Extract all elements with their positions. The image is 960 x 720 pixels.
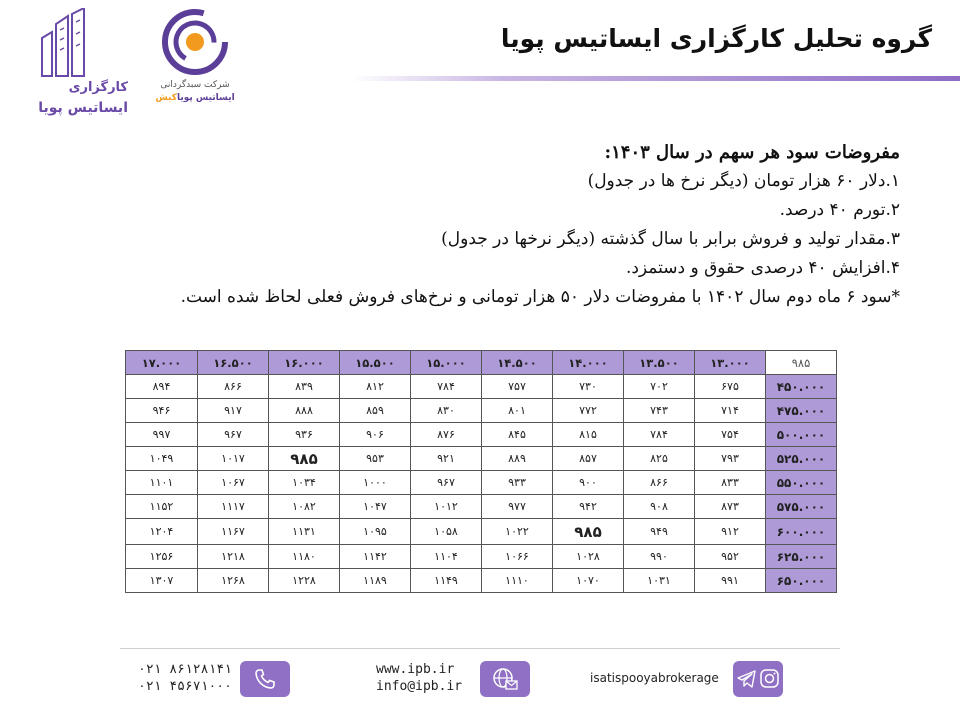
table-cell: ۱۰۴۷ [340, 495, 411, 519]
table-cell: ۱۱۱۷ [198, 495, 269, 519]
website-link[interactable]: www.ipb.ir [376, 662, 455, 677]
brokerage-logo-line2: ایساتیس پویا [38, 100, 128, 116]
table-cell: ۷۵۷ [482, 375, 553, 399]
phone-number[interactable]: ۰۲۱ ۸۶۱۲۸۱۴۱ [138, 662, 232, 677]
table-cell: ۷۰۲ [624, 375, 695, 399]
table-cell: ۱۰۱۷ [198, 447, 269, 471]
assumption-item: ۲.تورم ۴۰ درصد. [779, 200, 900, 220]
table-row [126, 495, 837, 519]
table-cell: ۸۶۶ [624, 471, 695, 495]
table-cell: ۱۰۲۸ [553, 545, 624, 569]
table-cell: ۱۱۸۹ [340, 569, 411, 593]
table-cell: ۱۱۶۷ [198, 519, 269, 545]
column-header: ۱۴.۰۰۰ [553, 351, 624, 375]
row-header: ۶۲۵.۰۰۰ [766, 545, 837, 569]
table-cell: ۸۸۸ [269, 399, 340, 423]
table-cell: ۷۳۰ [553, 375, 624, 399]
row-header: ۵۷۵.۰۰۰ [766, 495, 837, 519]
table-cell: ۱۲۲۸ [269, 569, 340, 593]
table-cell: ۸۰۱ [482, 399, 553, 423]
table-cell: ۹۲۱ [411, 447, 482, 471]
table-cell: ۸۵۷ [553, 447, 624, 471]
row-header: ۴۷۵.۰۰۰ [766, 399, 837, 423]
table-cell: ۱۱۴۹ [411, 569, 482, 593]
table-row [126, 423, 837, 447]
table-cell: ۱۱۳۱ [269, 519, 340, 545]
row-header: ۵۲۵.۰۰۰ [766, 447, 837, 471]
social-icons [733, 661, 783, 697]
investment-logo [152, 8, 238, 112]
table-corner-cell: ۹۸۵ [766, 351, 837, 375]
table-cell: ۹۶۷ [198, 423, 269, 447]
globe-mail-icon [480, 661, 530, 697]
table-cell: ۷۹۳ [695, 447, 766, 471]
table-cell: ۱۰۶۷ [198, 471, 269, 495]
table-cell: ۷۵۴ [695, 423, 766, 447]
table-cell: ۸۶۶ [198, 375, 269, 399]
table-cell: ۸۱۵ [553, 423, 624, 447]
table-cell: ۱۲۵۶ [126, 545, 198, 569]
column-header: ۱۵.۵۰۰ [340, 351, 411, 375]
table-cell: ۹۴۲ [553, 495, 624, 519]
phone-number[interactable]: ۰۲۱ ۴۵۶۷۱۰۰۰ [138, 679, 232, 694]
table-cell: ۸۲۵ [624, 447, 695, 471]
table-cell: ۹۸۵ [269, 447, 340, 471]
table-cell: ۱۰۳۱ [624, 569, 695, 593]
table-cell: ۱۱۸۰ [269, 545, 340, 569]
table-cell: ۸۵۹ [340, 399, 411, 423]
row-header: ۶۵۰.۰۰۰ [766, 569, 837, 593]
table-cell: ۱۰۸۲ [269, 495, 340, 519]
column-header: ۱۶.۵۰۰ [198, 351, 269, 375]
row-header: ۵۰۰.۰۰۰ [766, 423, 837, 447]
table-cell: ۱۰۹۵ [340, 519, 411, 545]
table-cell: ۹۴۶ [126, 399, 198, 423]
table-cell: ۸۷۶ [411, 423, 482, 447]
table-cell: ۱۰۷۰ [553, 569, 624, 593]
social-handle[interactable]: isatispooyabrokerage [590, 671, 719, 685]
column-header: ۱۵.۰۰۰ [411, 351, 482, 375]
table-cell: ۹۵۲ [695, 545, 766, 569]
row-header: ۴۵۰.۰۰۰ [766, 375, 837, 399]
table-row [126, 447, 837, 471]
brokerage-logo [18, 8, 128, 120]
assumptions-heading: مفروضات سود هر سهم در سال ۱۴۰۳: [604, 142, 900, 163]
table-cell: ۱۱۰۴ [411, 545, 482, 569]
investment-logo-line1: شرکت سبدگردانی [160, 80, 230, 90]
instagram-icon [761, 670, 778, 687]
table-cell: ۹۷۷ [482, 495, 553, 519]
building-logo-icon [38, 8, 98, 78]
header-divider [350, 76, 960, 81]
table-cell: ۱۲۰۴ [126, 519, 198, 545]
phone-numbers [138, 661, 232, 695]
investment-logo-accent: کیش [155, 93, 177, 103]
table-cell: ۸۸۹ [482, 447, 553, 471]
column-header: ۱۶.۰۰۰ [269, 351, 340, 375]
table-cell: ۱۱۵۲ [126, 495, 198, 519]
page-title: گروه تحلیل کارگزاری ایساتیس پویا [500, 24, 932, 53]
phone-icon [240, 661, 290, 697]
table-row [126, 375, 837, 399]
table-cell: ۱۱۴۲ [340, 545, 411, 569]
table-cell: ۹۸۵ [553, 519, 624, 545]
assumptions-block [120, 138, 900, 312]
table-cell: ۸۱۲ [340, 375, 411, 399]
table-header-row [126, 351, 837, 375]
table-cell: ۹۴۹ [624, 519, 695, 545]
table-cell: ۸۳۰ [411, 399, 482, 423]
table-cell: ۷۸۴ [624, 423, 695, 447]
table-cell: ۱۰۶۶ [482, 545, 553, 569]
table-cell: ۹۹۰ [624, 545, 695, 569]
table-cell: ۹۵۳ [340, 447, 411, 471]
table-cell: ۹۳۳ [482, 471, 553, 495]
table-cell: ۸۳۳ [695, 471, 766, 495]
table-cell: ۹۳۶ [269, 423, 340, 447]
table-row [126, 519, 837, 545]
table-row [126, 471, 837, 495]
telegram-icon [738, 671, 755, 687]
table-cell: ۹۹۷ [126, 423, 198, 447]
investment-logo-line2 [152, 93, 238, 103]
column-header: ۱۳.۰۰۰ [695, 351, 766, 375]
eps-sensitivity-table [125, 350, 837, 593]
table-cell: ۹۰۸ [624, 495, 695, 519]
table-row [126, 545, 837, 569]
assumption-note: *سود ۶ ماه دوم سال ۱۴۰۲ با مفروضات دلار ۵۰ هزار تومانی و نرخ‌های فروش فعلی لحاظ شده است. [180, 287, 900, 307]
table-cell: ۹۹۱ [695, 569, 766, 593]
table-cell: ۱۲۶۸ [198, 569, 269, 593]
assumption-item: ۱.دلار ۶۰ هزار تومان (دیگر نرخ ها در جدول) [587, 171, 900, 191]
brokerage-logo-line1: کارگزاری [68, 80, 128, 95]
assumption-item: ۴.افزایش ۴۰ درصدی حقوق و دستمزد. [625, 258, 900, 278]
table-cell: ۱۳۰۷ [126, 569, 198, 593]
footer-divider [120, 648, 840, 649]
table-row [126, 569, 837, 593]
table-cell: ۷۱۴ [695, 399, 766, 423]
row-header: ۵۵۰.۰۰۰ [766, 471, 837, 495]
table-cell: ۱۰۳۴ [269, 471, 340, 495]
column-header: ۱۴.۵۰۰ [482, 351, 553, 375]
table-cell: ۹۰۶ [340, 423, 411, 447]
column-header: ۱۳.۵۰۰ [624, 351, 695, 375]
row-header: ۶۰۰.۰۰۰ [766, 519, 837, 545]
table-cell: ۱۰۰۰ [340, 471, 411, 495]
table-cell: ۷۷۲ [553, 399, 624, 423]
table-cell: ۱۰۴۹ [126, 447, 198, 471]
table-cell: ۹۶۷ [411, 471, 482, 495]
investment-logo-name: ایساتیس پویا [176, 93, 235, 103]
table-cell: ۱۲۱۸ [198, 545, 269, 569]
table-cell: ۷۸۴ [411, 375, 482, 399]
table-cell: ۶۷۵ [695, 375, 766, 399]
assumption-item: ۳.مقدار تولید و فروش برابر با سال گذشته (دیگر نرخها در جدول) [441, 229, 900, 249]
email-link[interactable]: info@ipb.ir [376, 679, 463, 694]
table-cell: ۱۰۲۲ [482, 519, 553, 545]
table-cell: ۹۱۲ [695, 519, 766, 545]
table-row [126, 399, 837, 423]
column-header: ۱۷.۰۰۰ [126, 351, 198, 375]
table-cell: ۱۰۵۸ [411, 519, 482, 545]
table-cell: ۹۰۰ [553, 471, 624, 495]
table-cell: ۸۳۹ [269, 375, 340, 399]
table-cell: ۸۷۳ [695, 495, 766, 519]
table-cell: ۹۱۷ [198, 399, 269, 423]
swirl-logo-icon [161, 8, 229, 76]
table-cell: ۱۱۰۱ [126, 471, 198, 495]
table-cell: ۷۴۳ [624, 399, 695, 423]
table-cell: ۸۴۵ [482, 423, 553, 447]
contact-web [376, 661, 462, 695]
table-cell: ۱۱۱۰ [482, 569, 553, 593]
table-cell: ۸۹۴ [126, 375, 198, 399]
table-cell: ۱۰۱۲ [411, 495, 482, 519]
